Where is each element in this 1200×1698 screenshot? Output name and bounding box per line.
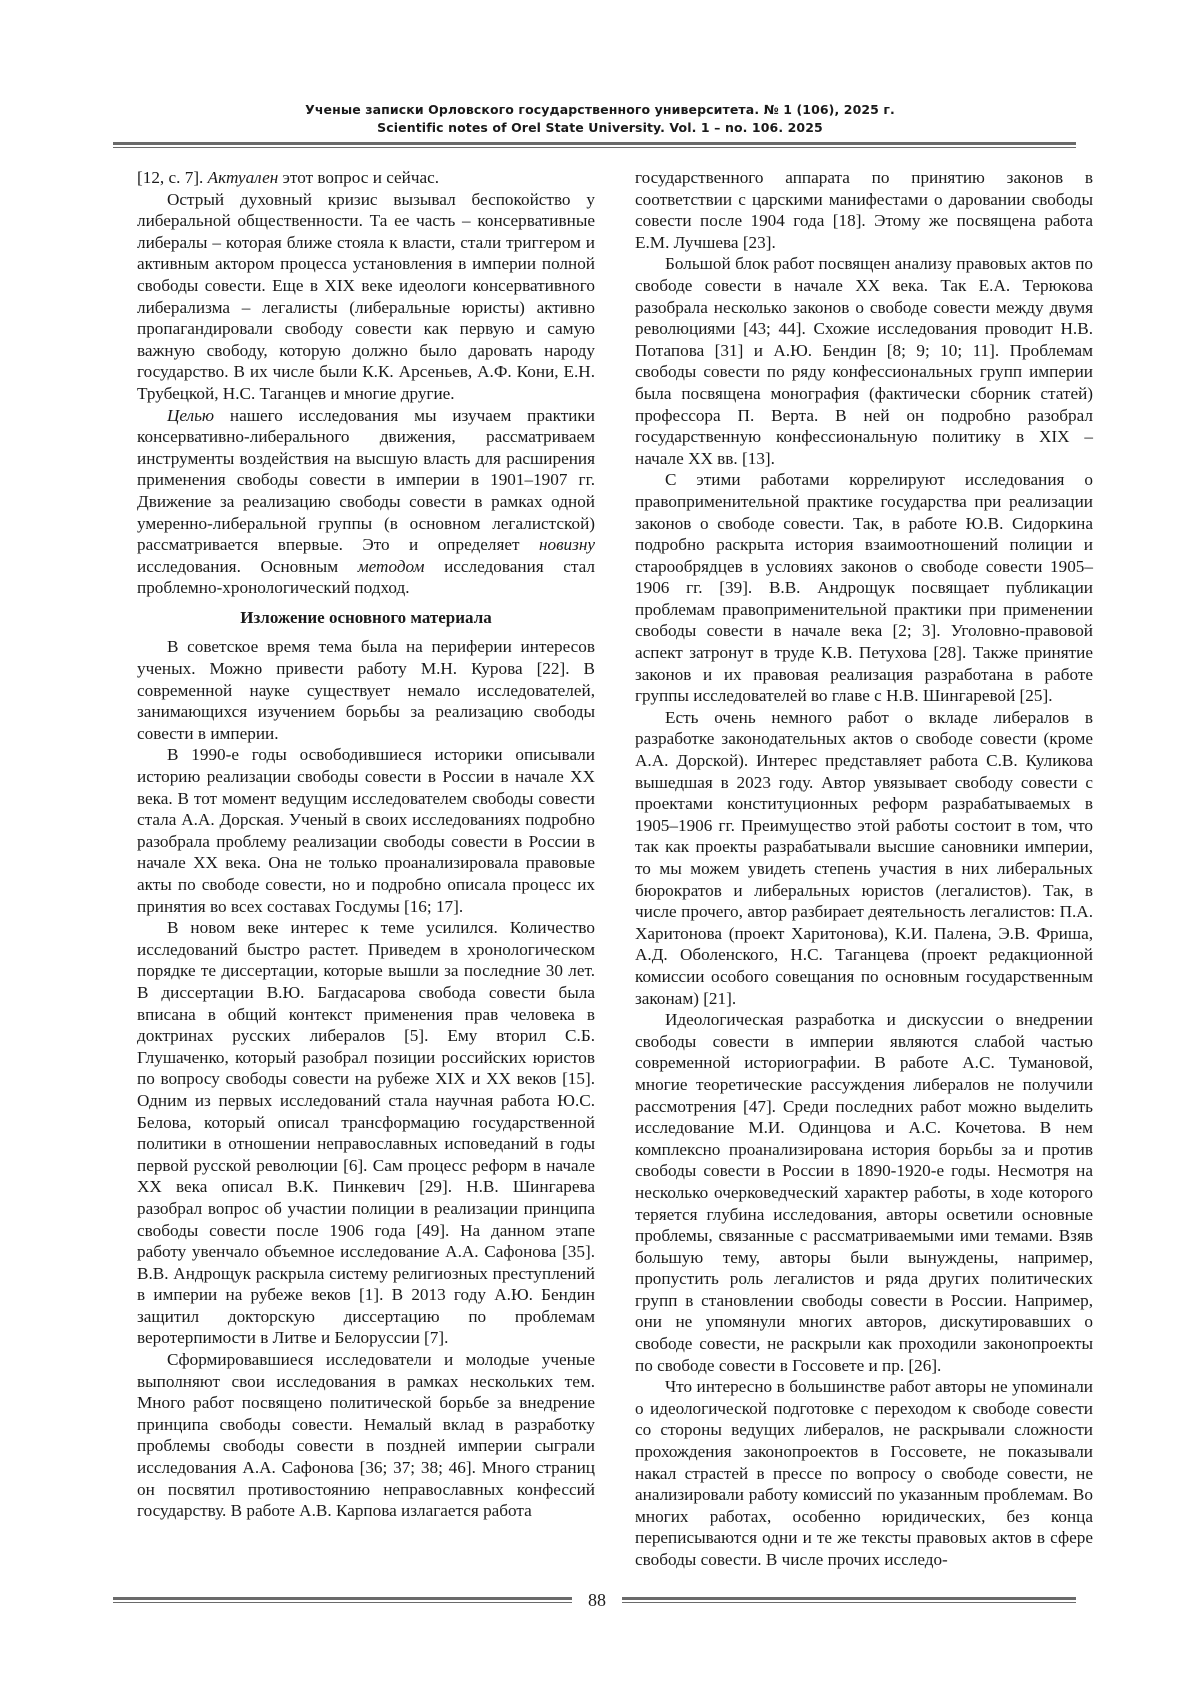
right-column	[635, 167, 1093, 1571]
emphasis: Целью	[167, 405, 215, 425]
emphasis: Актуален	[207, 168, 279, 187]
paragraph: государственного аппарата по принятию законов в соответствии с царскими манифестами о даровании свободы совести после 1904 года [18]. Этому же посвящена работа Е.М. Лучшева [23].	[635, 168, 1093, 252]
page-footer	[113, 1592, 1076, 1612]
paragraph: Идеологическая разработка и дискуссии о внедрении свободы совести в империи являются слабой частью современной историографии. В работе А.С. Тумановой, многие теоретические рассуждения либералов не получили рассмотрения [47]. Среди последних работ можно выделить исследование М.И. Одинцова и А.С. Кочетова. В нем комплексно проанализирована история борьбы за и против свободы совести в России в 1890-1920-е годы. Несмотря на несколько очерковедческий характер работы, в ходе которого теряется глубина исследования, авторы осветили основные проблемы, связанные с рассматриваемыми ими темами. Взяв большую тему, авторы были вынуждены, например, пропустить роль легалистов и ряда других политических групп в становлении свободы совести в России. Например, они не упомянули многих авторов, дискутировавших о свободе совести, не раскрыли как проходили законопроекты по свободе совести в Госсовете и пр. [26].	[635, 1010, 1093, 1375]
paragraph: Большой блок работ посвящен анализу правовых актов по свободе совести в начале XX века. Так Е.А. Терюкова разобрала несколько законов о свободе совести между двумя революциями [43; 44]. Схожие исследования проводит Н.В. Потапова [31] и А.Ю. Бендин [8; 9; 10; 11]. Проблемам свободы совести по ряду конфессиональных групп империи была посвящена монография (фактически сборник статей) профессора П. Верта. В ней он подробно разобрал государственную конфессиональную политику в XIX – начале XX вв. [13].	[635, 254, 1093, 468]
emphasis: методом	[357, 556, 425, 576]
paragraph: В новом веке интерес к теме усилился. Количество исследований быстро растет. Приведем в хронологическом порядке те диссертации, которые вышли за последние 30 лет. В диссертации В.Ю. Багдасарова свобода совести была вписана в общий контекст применения прав человека в доктринах русских либералов [5]. Ему вторил С.Б. Глушаченко, который разобрал позиции российских юристов по вопросу свободы совести на рубеже XIX и XX веков [15]. Одним из первых исследований стала научная работа Ю.С. Белова, который описал трансформацию государственной политики в отношении неправославных исповеданий в годы первой русской революции [6]. Сам процесс реформ в начале XX века описал В.К. Пинкевич [29]. Н.В. Шингарева разобрал вопрос об участии полиции в реализации принципа свободы совести после 1906 года [49]. На данном этапе работу увенчало объемное исследование А.А. Сафонова [35]. В.В. Андрощук раскрыла систему религиозных преступлений в империи на рубеже веков [1]. В 2013 году А.Ю. Бендин защитил докторскую диссертацию по проблемам веротерпимости в Литве и Белоруссии [7].	[137, 918, 595, 1348]
paragraph: Есть очень немного работ о вкладе либералов в разработке законодательных актов о свободе совести (кроме А.А. Дорской). Интерес представляет работа С.В. Куликова вышедшая в 2023 году. Автор увязывает свободу совести с проектами конституционных реформ разрабатываемых в 1905–1906 гг. Преимущество этой работы состоит в том, что так как проекты разрабатывали высшие сановники империи, то мы можем увидеть степень участия в них либеральных бюрократов и либеральных юристов (легалистов). Так, в числе прочего, автор разбирает деятельность легалистов: П.А. Харитонова (проект Харитонова), К.И. Палена, Э.В. Фриша, А.Д. Оболенского, Н.С. Таганцева (проект редакционной комиссии особого совещания по основным государственным законам) [21].	[635, 707, 1093, 1008]
paragraph: Целью нашего исследования мы изучаем практики консервативно-либерального движения, рассматриваем инструменты воздействия на высшую власть для расширения применения свободы совести в империи в 1901–1907 гг. Движение за реализацию свободы совести в рамках одной умеренно-либеральной группы (в основном легалистской) рассматривается впервые. Это и определяет новизну исследования. Основным методом исследования стал проблемно-хронологический подход.	[137, 405, 595, 598]
running-header	[0, 101, 1200, 137]
paragraph: Что интересно в большинстве работ авторы не упоминали о идеологической подготовке с переходом к свободе совести со стороны ведущих либералов, не раскрывали сложности прохождения законопроектов в Госсовете, не показывали накал страстей в прессе по вопросу о свободе совести, не анализировали работу комиссий по указанным проблемам. Во многих работах, особенно юридических, без конца переписываются одни и те же тексты правовых актов в сфере свободы совести. В числе прочих исследо-	[635, 1377, 1093, 1569]
paragraph: Острый духовный кризис вызывал беспокойство у либеральной общественности. Та ее часть – консервативные либералы – которая ближе стояла к власти, стали триггером и активным актором процесса установления в империи полной свободы совести. Еще в XIX веке идеологи консервативного либерализма – легалисты (либеральные юристы) активно пропагандировали свободу совести как первую и самую важную свободу, которую должно было даровать народу государство. В их числе были К.К. Арсеньев, А.Ф. Кони, Е.Н. Трубецкой, Н.С. Таганцев и многие другие.	[137, 189, 595, 403]
paragraph: В советское время тема была на периферии интересов ученых. Можно привести работу М.Н. Курова [22]. В современной науке существует немало исследователей, занимающихся изучением борьбы за реализацию свободы совести в империи.	[137, 637, 595, 743]
header-rule	[113, 142, 1076, 148]
page-number: 88	[588, 1590, 606, 1610]
emphasis: новизну	[538, 535, 595, 555]
paragraph: В 1990-е годы освободившиеся историки описывали историю реализации свободы совести в России в начале XX века. В тот момент ведущим исследователем свободы совести стала А.А. Дорская. Ученый в своих исследованиях подробно разобрала проблему реализации свободы совести в России в начале XX века. Она не только проанализировала правовые акты по свободе совести, но и подробно описала процесс их принятия во всех составах Госдумы [16; 17].	[137, 745, 595, 916]
paragraph: С этими работами коррелируют исследования о правоприменительной практике государства при реализации законов о свободе совести. Так, в работе Ю.В. Сидоркина подробно раскрыта история взаимоотношений полиции и старообрядцев в условиях законов о свободе совести 1905–1906 гг. [39]. В.В. Андрощук посвящает публикации проблемам правоприменительной практики при применении свободы совести в начале века [2; 3]. Уголовно-правовой аспект затронут в труде К.В. Петухова [28]. Также принятие законов и их правовая реализация разработана в работе группы исследователей во главе с Н.В. Шингаревой [25].	[635, 470, 1093, 706]
journal-title-en: Scientific notes of Orel State University. Vol. 1 – no. 106. 2025	[377, 120, 823, 135]
journal-title-ru: Ученые записки Орловского государственного университета. № 1 (106), 2025 г.	[305, 102, 895, 117]
section-heading: Изложение основного материала	[240, 607, 492, 627]
footer-rule-left	[113, 1597, 572, 1604]
footer-rule-right	[622, 1597, 1076, 1604]
paragraph: Сформировавшиеся исследователи и молодые ученые выполняют свои исследования в рамках нескольких тем. Много работ посвящено политической борьбе за внедрение принципа свободы совести. Немалый вклад в разработку проблемы свободы совести в поздней империи сыграли исследования А.А. Сафонова [36; 37; 38; 46]. Много страниц он посвятил противостоянию неправославных конфессий государству. В работе А.В. Карпова излагается работа	[137, 1350, 595, 1521]
paragraph: [12, с. 7]. Актуален этот вопрос и сейчас.	[137, 168, 440, 187]
left-column	[137, 167, 595, 1522]
